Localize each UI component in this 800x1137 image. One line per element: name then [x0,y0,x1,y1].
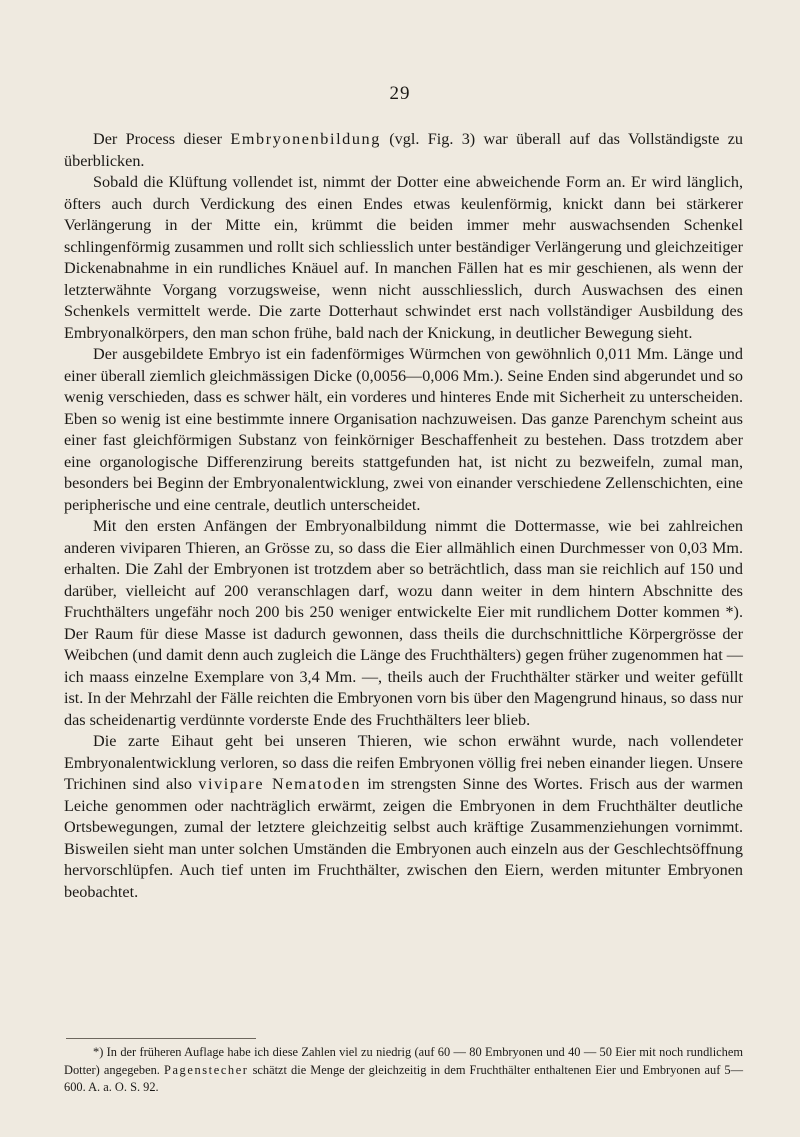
paragraph-4: Mit den ersten Anfängen der Embryonalbildung nimmt die Dottermasse, wie bei zahlreichen anderen viviparen Thieren, an Grösse zu, so dass die Eier allmählich einen Durchmesser von 0,03 Mm. erhalten. Die Zahl der Embryonen ist trotzdem aber so beträchtlich, dass man sie reichlich auf 150 und darüber, vielleicht auf 200 veranschlagen darf, wozu dann weiter in dem hintern Abschnitte des Fruchthälters ungefähr noch 200 bis 250 weniger entwickelte Eier mit rundlichem Dotter kommen *). Der Raum für diese Masse ist dadurch gewonnen, dass theils die durchschnittliche Körpergrösse der Weibchen (und damit denn auch zugleich die Länge des Fruchthälters) gegen früher zugenommen hat — ich maass einzelne Exemplare von 3,4 Mm. —, theils auch der Fruchthälter stärker und weiter gefüllt ist. In der Mehrzahl der Fälle reichten die Embryonen vorn bis über den Magengrund hinaus, so dass nur das scheidenartig verdünnte vorderste Ende des Fruchthälters leer blieb. [64,517,743,729]
footnote [64,1044,743,1097]
spaced-term-embryonenbildung: Embryonenbildung [230,130,381,148]
paragraph-1-text-after: (vgl. Fig. 3) war überall auf das Vollständigste zu überblicken. [64,130,744,170]
paragraph-2: Sobald die Klüftung vollendet ist, nimmt der Dotter eine abweichende Form an. Er wird länglich, öfters auch durch Verdickung des einen Endes etwas keulenförmig, knickt dann bei stärkerer Verlängerung in der Mitte ein, krümmt die beiden immer mehr auswachsenden Schenkel schlingenförmig zusammen und rollt sich schliesslich unter beständiger Verlängerung und gleichzeitiger Dickenabnahme in ein rundliches Knäuel auf. In manchen Fällen hat es mir geschienen, als wenn der letzterwähnte Vorgang vorzugsweise, wenn nicht ausschliesslich, durch Auswachsen des einen Schenkels vermittelt werde. Die zarte Dotterhaut schwindet erst nach vollständiger Ausbildung des Embryonalkörpers, den man schon frühe, bald nach der Knickung, in deutlicher Bewegung sieht. [64,173,743,342]
footnote-divider [66,1038,256,1039]
footnote-text-after: schätzt die Menge der gleichzeitig in dem Fruchthälter enthaltenen Eier und Embryonen auf 5—600. A. a. O. S. 92. [64,1062,743,1094]
paragraph-5-text-after: im strengsten Sinne des Wortes. Frisch aus der warmen Leiche genommen oder nachträglich erwärmt, zeigen die Embryonen in dem Fruchthälter deutliche Ortsbewegungen, zumal der letztere gleichzeitig selbst auch kräftige Zusammenziehungen vornimmt. Bisweilen sieht man unter solchen Umständen die Embryonen auch einzeln aus der Geschlechtsöffnung hervorschlüpfen. Auch tief unten im Fruchthälter, zwischen den Eiern, werden mitunter Embryonen beobachtet. [64,775,743,901]
paragraph-5 [64,731,743,903]
paragraph-1 [64,129,743,172]
page-number: 29 [389,83,411,104]
footnote-author-pagenstecher: Pagenstecher [163,1062,249,1077]
spaced-term-vivipare-nematoden: vivipare Nematoden [198,775,362,793]
paragraph-3: Der ausgebildete Embryo ist ein fadenförmiges Würmchen von gewöhnlich 0,011 Mm. Länge und einer überall ziemlich gleichmässigen Dicke (0,0056—0,006 Mm.). Seine Enden sind abgerundet und so wenig verschieden, dass es schwer hält, ein vorderes und hinteres Ende mit Sicherheit zu unterscheiden. Eben so wenig ist eine bestimmte innere Organisation nachzuweisen. Das ganze Parenchym scheint aus einer fast gleichförmigen Substanz von feinkörniger Beschaffenheit zu bestehen. Dass trotzdem aber eine organologische Differenzirung bereits stattgefunden hat, ist nicht zu bezweifeln, zumal man, besonders bei Beginn der Embryonalentwicklung, zwei von einander verschiedene Zellenschichten, eine peripherische und eine centrale, deutlich unterscheidet. [64,345,743,514]
footnote-text-before: *) In der früheren Auflage habe ich diese Zahlen viel zu niedrig (auf 60 — 80 Embryonen und 40 — 50 Eier mit noch rundlichem Dotter) angegeben. [64,1045,743,1077]
body-text [64,129,743,903]
paragraph-1-text-before: Der Process dieser [93,130,231,148]
paragraph-5-text-before: Die zarte Eihaut geht bei unseren Thieren, wie schon erwähnt wurde, nach vollendeter Embryonalentwicklung verloren, so dass die reifen Embryonen völlig frei neben einander liegen. Unsere Trichinen sind also [64,732,743,793]
